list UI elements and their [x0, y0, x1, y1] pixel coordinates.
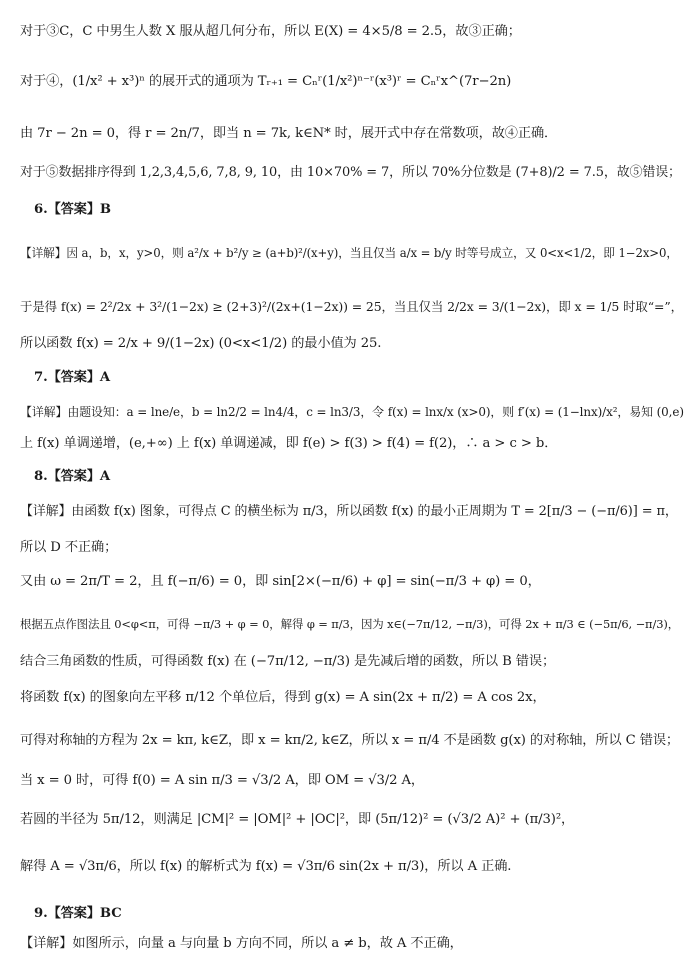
text-line: 可得对称轴的方程为 2x = kπ, k∈Z，即 x = kπ/2, k∈Z，所以 x = π/4 不是函数 g(x) 的对称轴，所以 C 错误；: [20, 733, 679, 748]
text-line: 又由 ω = 2π/T = 2，且 f(−π/6) = 0，即 sin[2×(−π/6) + φ] = sin(−π/3 + φ) = 0，: [20, 574, 541, 589]
answer-heading: 9.【答案】BC: [34, 906, 122, 921]
text-line: 【详解】由函数 f(x) 图象，可得点 C 的横坐标为 π/3，所以函数 f(x) 的最小正周期为 T = 2[π/3 − (−π/6)] = π，: [20, 504, 678, 519]
text-line: 对于③C，C 中男生人数 X 服从超几何分布，所以 E(X) = 4×5/8 = 2.5，故③正确；: [20, 24, 521, 39]
text-line: 由 7r − 2n = 0，得 r = 2n/7，即当 n = 7k, k∈N* 时，展开式中存在常数项，故④正确．: [20, 126, 558, 141]
text-line: 当 x = 0 时，可得 f(0) = A sin π/3 = √3/2 A，即 OM = √3/2 A，: [20, 773, 424, 788]
text-line: 所以函数 f(x) = 2/x + 9/(1−2x) (0<x<1/2) 的最小值为 25.: [20, 336, 382, 351]
answer-heading: 7.【答案】A: [34, 370, 111, 385]
text-line: 解得 A = √3π/6，所以 f(x) 的解析式为 f(x) = √3π/6 sin(2x + π/3)，所以 A 正确.: [20, 859, 512, 874]
text-line: 根据五点作图法且 0<φ<π，可得 −π/3 + φ = 0，解得 φ = π/3，因为 x∈(−7π/12, −π/3)，可得 2x + π/3 ∈ (−5π/6, −π/3)，: [20, 617, 680, 631]
text-line: 若圆的半径为 5π/12，则满足 |CM|² = |OM|² + |OC|²，即 (5π/12)² = (√3/2 A)² + (π/3)²，: [20, 812, 575, 827]
text-line: 将函数 f(x) 的图象向左平移 π/12 个单位后，得到 g(x) = A sin(2x + π/2) = A cos 2x，: [20, 690, 546, 705]
text-line: 对于④，(1/x² + x³)ⁿ 的展开式的通项为 Tᵣ₊₁ = Cₙʳ(1/x²)ⁿ⁻ʳ(x³)ʳ = Cₙʳx^(7r−2n): [20, 74, 512, 89]
text-line: 所以 D 不正确；: [20, 540, 118, 555]
text-line: 对于⑤数据排序得到 1,2,3,4,5,6, 7,8, 9, 10，由 10×70% = 7，所以 70%分位数是 (7+8)/2 = 7.5，故⑤错误；: [20, 165, 681, 180]
text-line: 结合三角函数的性质，可得函数 f(x) 在 (−7π/12, −π/3) 是先减后增的函数，所以 B 错误；: [20, 654, 556, 669]
text-line: 【详解】如图所示，向量 a 与向量 b 方向不同，所以 a ≠ b，故 A 不正确，: [20, 936, 463, 951]
answer-heading: 8.【答案】A: [34, 469, 111, 484]
text-line: 【详解】因 a，b，x，y>0，则 a²/x + b²/y ≥ (a+b)²/(x+y)，当且仅当 a/x = b/y 时等号成立，又 0<x<1/2，即 1−2x>0，: [20, 246, 678, 260]
answer-heading: 6.【答案】B: [34, 202, 111, 217]
text-line: 于是得 f(x) = 2²/2x + 3²/(1−2x) ≥ (2+3)²/(2x+(1−2x)) = 25，当且仅当 2/2x = 3/(1−2x)，即 x = 1/5 时取“=”，: [20, 299, 683, 314]
text-line: 【详解】由题设知：a = lne/e，b = ln2/2 = ln4/4，c = ln3/3，令 f(x) = lnx/x (x>0)，则 f′(x) = (1−lnx)/x²，易知 (0,e): [20, 405, 684, 419]
text-line: 上 f(x) 单调递增，(e,+∞) 上 f(x) 单调递减，即 f(e) > f(3) > f(4) = f(2)，∴ a > c > b．: [20, 436, 558, 451]
